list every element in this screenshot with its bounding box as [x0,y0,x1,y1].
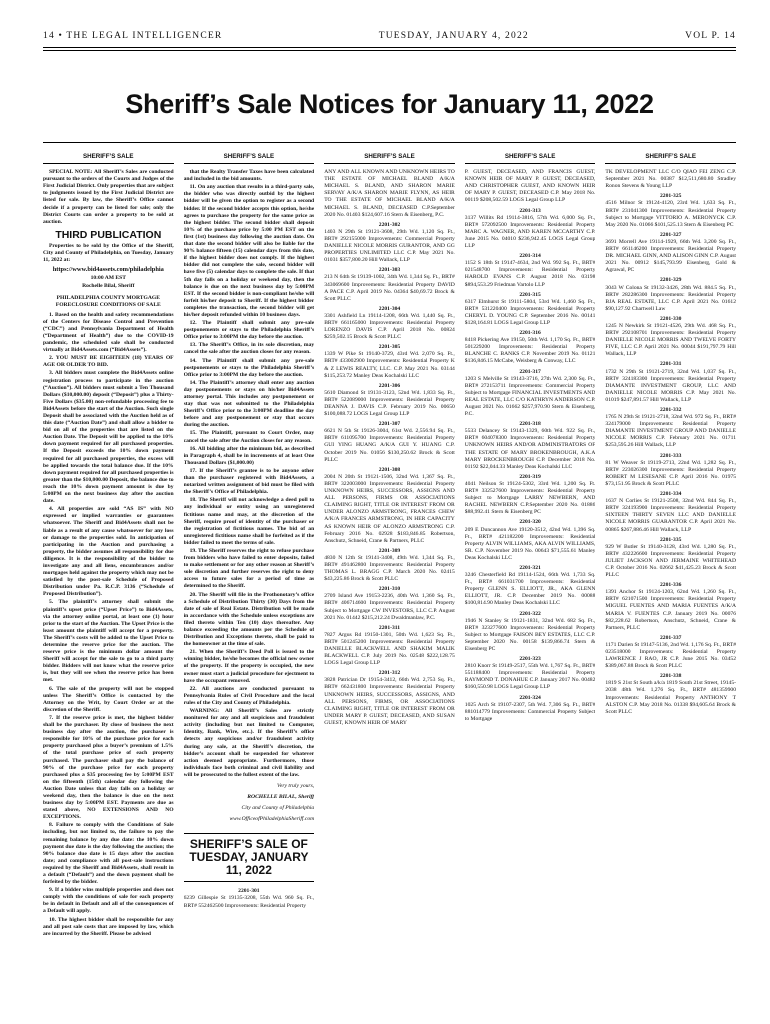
signoff-sheriff: ROCHELLE BILAL, Sheriff [247,794,315,801]
sale-number: 2201-310 [378,586,401,593]
property-listing: 3137 Willits Rd 19114-3816, 57th Wd. 6,000 Sq. Ft., BRT# 572092500 Improvements: Residential Property MARC A. WAGNER, AND KAREN MCCARTHY C.P. June 2015 No. 04010 $236,942.45 LOGS Legal Group LLP [464,214,596,250]
property-listing: 1339 W Pike St 19140-3729, 43rd Wd. 2,070 Sq. Ft., BRT# 433002900 Improvements: Residential Property K & Z LEWIS REALTY, LLC. C.P. May 2021 No. 03144 $115,253.72 Manley Deas Kochalski LLC [324,351,455,379]
sale-number: 2201-321 [519,564,541,571]
column-heading: SHERIFF’S SALE [43,153,174,164]
sale-number: 2201-327 [659,231,682,238]
sale-number: 2201-325 [659,193,682,200]
sale-number: 2201-313 [519,207,541,214]
sale-number: 2201-336 [659,582,682,589]
property-listing: 1765 N 29th St 19121-2718, 32nd Wd. 972 Sq. Ft., BRT# 324179000 Improvements: Residential Property DIAMANTE INVESTMENT GROUP AND DANIELLE NICOLE MORRIS C.P. February 2021 No. 01711 $253,595.26 Hill Wallack, LLP [605,414,736,449]
newspaper-page [43,28,736,988]
condition-paragraph: 14. The Plaintiff shall submit any pre-sale postponements or stays to the Philadelphia Sheriff’s Office prior to 3:00PM the day before the auction. [183,357,315,378]
sale-number: 2201-312 [378,670,401,677]
sale-number: 2201-303 [378,267,401,274]
column-heading: SHERIFF’S SALE [605,153,736,164]
condition-paragraph: 3. All bidders must complete the Bid4Assets online registration process to participate in the auction (“Auction”). All bidders must submit a Ten Thousand Dollars ($10,000.00) deposit (“Deposit”) plus a Thirty-Five Dollars ($35.00) non-refundable processing fee to Bid4Assets before the start of the Auction. Such single Deposit shall be associated with the Auction held as of this date (“Auction Date”) and shall allow a bidder to bid on all of the properties that are listed on the Auction Date. The Deposit will be applied to the 10% down payment required for all purchased properties. If the Deposit exceeds the 10% down payment required for all purchased properties, the excess will be applied towards the total balance due. If the 10% down payment required for all purchased properties is greater than the $10,000.00 Deposit, the balance due to reach the 10% down payment amount is due by 5:00PM on the next business day after the auction date. [43,370,174,505]
condition-paragraph: 17. If the Sheriff’s grantee is to be anyone other than the purchaser registered with Bid4Assets, a notarized written assignment of bid must be filed with the Sheriff’s Office of Philadelphia. [183,467,315,496]
property-listings [324,169,455,727]
sale-number: 2201-317 [519,368,541,375]
property-listing: TK DEVELOPMENT LLC C/O QIAO FEI ZENG C.P. September 2021 No. 00387 $12,511,680.80 Stradley Ronon Stevens & Young LLP [605,169,736,190]
property-listing: P. GUEST, DECEASED, AND FRANCIS GUEST, KNOWN HEIR OF MARY P. GUEST, DECEASED, AND CHRISTOPHER GUEST, AND KNOWN HEIR OF MARY P. GUEST, DECEASED C.P. May 2018 No. 00119 $208,502.59 LOGS Legal Group LLP [464,169,596,204]
sale-number: 2201-314 [519,253,541,260]
sale-number: 2201-307 [378,421,401,428]
sale-number: 2201-311 [378,624,401,631]
signoff-website: www.OfficeofPhiladelphiaSheriff.com [229,816,315,823]
property-listing: 209 E Duncannon Ave 19120-3512, 42nd Wd. 1,396 Sq. Ft., BRT# 421182200 Improvements: Residential Property ALVIN WILLIAMS, AKA ALVIN WILLIAMS, SR. C.P. November 2019 No. 00643 $71,555.61 Manley Deas Kochalski LLC [464,526,596,561]
issue-date: TUESDAY, JANUARY 4, 2022 [378,31,529,41]
property-listing: 1637 N Corlies St 19121-2508, 32nd Wd. 844 Sq. Ft., BRT# 324193900 Improvements: Residential Property SIXTEEN THIRTY SEVEN LLC AND DANIELLE NICOLE MORRIS GUARANTOR C.P. April 2021 No. 00865 $267,886.46 Hill Wallack, LLP [605,498,736,533]
condition-paragraph: 5. The plaintiff’s attorney shall submit the plaintiff’s upset price (“Upset Price”) to Bid4Assets, via the attorney online portal, at least one (1) hour prior to the start of the Auction. The Upset Price is the least amount the plaintiff will accept for a property. The Sheriff’s costs will be added to the Upset Price to determine the reserve price for the auction. The reserve price is the minimum dollar amount the Sheriff will accept for the sale to go to a third party bidder. Bidders will not know what the reserve price is, but they will see when the reserve price has been met. [43,599,174,684]
condition-paragraph: 19. The Sheriff reserves the right to refuse purchase from bidders who have failed to enter deposits, failed to make settlement or for any other reason at Sheriff’s sole discretion and further reserves the right to deny access to future sales for a period of time as determined to the Sheriff. [183,547,315,590]
conditions-list [43,312,174,938]
property-listing: 213 N 64th St 19139-1002, 34th Wd. 1,344 Sq. Ft., BRT# 343069600 Improvements: Residential Property DAVID A PACE C.P. April 2019 No. 04364 $40,69.72 Brock & Scott PLLC [324,274,455,302]
sale-number: 2201-320 [519,519,541,526]
property-listing: 1171 Darien St 19147-5136, 2nd Wd. 1,176 Sq. Ft., BRT# 023518000 Improvements: Residential Property LAWRENCE J RAO, JR C.P. June 2015 No. 03452 $389,067.88 Brock & Scott PLLC [605,641,736,670]
column-3 [324,153,455,988]
sale-number: 2201-333 [659,452,682,459]
condition-paragraph: WARNING: All Sheriff’s Sales are strictly monitored for any and all suspicious and fraudulent activity (including but not limited to Computer, Identity, Bank, Wire, etc.). If the Sheriff’s office detects any suspicious and/or fraudulent activity during any sale, at the Sheriff’s discretion, the bidder’s account shall be suspended for whatever action deemed appropriate. Furthermore, those individuals face both criminal and civil liability and will be prosecuted to the fullest extent of the law. [183,708,315,778]
auction-url: https://www.bid4assets.com/philadelphia [52,266,164,274]
condition-paragraph: 20. The Sheriff will file in the Prothonotary’s office a Schedule of Distribution Thirty (30) Days from the date of sale of Real Estate. Distribution will be made in accordance with the Schedule unless exceptions are filed thereto within Ten (10) days thereafter. Any balance exceeding the amounts per the Schedule of Distribution and Exceptions thereto, shall be paid to the homeowner at the time of sale. [183,591,315,648]
sale-number: 2201-301 [238,888,260,895]
volume-page: VOL P. 14 [685,31,736,41]
property-listing: 3828 Patrician Dr 19154-3412, 66th Wd. 2,753 Sq. Ft., BRT# 662431800 Improvements: Residential Property UNKNOWN HEIRS, SUCCESSORS, ASSIGNS, AND ALL PERSONS, FIRMS, OR ASSOCIATIONS CLAIMING RIGHT, TITLE OR INTEREST FROM OR UNDER MARY P. GUEST, DECEASED, AND SUSAN GUEST, KNOWN HEIR OF MARY [324,677,455,726]
property-listing: 1025 Arch St 19107-2307, 5th Wd. 7,306 Sq. Ft., BRT# 881014779 Improvements: Commercial Property Subject to Mortgage [464,701,596,722]
conditions-heading: PHILADELPHIA COUNTY MORTGAGE FORECLOSURE CONDITIONS OF SALE [55,294,161,308]
condition-paragraph: 16. All bidding after the minimum bid, as described in Paragraph 4, shall be in increments of at least One Thousand Dollars ($1,000.00) [183,445,315,466]
special-note: SPECIAL NOTE: All Sheriff’s Sales are conducted pursuant to the orders of the Courts and Judges of the First Judicial District. Only properties that are subject to judgments issued by the First Judicial District are listed for sale. By law, the Sheriff’s Office cannot decide if a property can be listed for sale; only the District Courts can order a property to be sold at auction. [43,169,174,225]
condition-paragraph: 22. All auctions are conducted pursuant to Pennsylvania Rules of Civil Procedure and the local rules of the City and County of Philadelphia. [183,685,315,706]
sale-number: 2201-316 [519,330,541,337]
sale-number: 2201-318 [519,421,541,428]
property-listing: 3691 Morrell Ave 19114-1929, 66th Wd. 3,200 Sq. Ft., BRT# 661146200 Improvements: Residential Property DR. MICHAEL GINN, AND ALISON GINN C.P. August 2021 No. 00912 $145,793.99 Eisenberg, Gold & Agrawal, PC [605,238,736,274]
sale-number: 2201-337 [659,634,682,641]
sale-number: 2201-331 [659,361,682,368]
title-rule [43,142,736,143]
property-listing: 1152 S 18th St 19147-4634, 2nd Wd. 992 Sq. Ft., BRT# 021548700 Improvements: Residential Property HAROLD EVANS C.P. August 2018 No. 03198 $894,553.29 Friedman Vartolo LLP [464,260,596,288]
sale-number: 2201-338 [659,673,682,680]
property-listing: 6317 Elmhurst St 19111-5804, 53rd Wd. 1,460 Sq. Ft., BRT# 531220400 Improvements: Residential Property CHERYL D. YOUNG C.P. September 2016 No. 00141 $128,164.81 LOGS Legal Group LLP [464,298,596,326]
condition-paragraph: 9. If a bidder wins multiple properties and does not comply with the conditions of sale for each property be in default in Default and all of the consequences of a Default will apply. [43,887,174,915]
sale-number: 2201-302 [378,221,401,228]
auction-time: 10:00 AM EST [90,275,127,282]
header-rule-thin [43,50,736,51]
condition-paragraph: 13. The Sheriff’s Office, in its sole discretion, may cancel the sale after the auction closes for any reason. [183,342,315,356]
sale-date-heading: SHERIFF’S SALE OF TUESDAY, JANUARY 11, 2022 [184,833,315,882]
condition-paragraph: 8. Failure to comply with the Conditions of Sale including, but not limited to, the failure to pay the remaining balance by any due date: the 10% down payment due date is the day following the auction; the 90% balance due date is 15 days after the auction date; and compliance with all post-sale instructions required by the Sheriff and Bid4Assets, shall result in a default (“Default”) and the down payment shall be forfeited by the bidder. [43,822,174,886]
property-listings [184,888,315,909]
sale-number: 2201-309 [378,547,401,554]
condition-paragraph: 15. The Plaintiff, pursuant to Court Order, may cancel the sale after the Auction closes for any reason. [183,430,315,444]
property-listing: 3043 W Colona St 19132-3426, 28th Wd. 884.5 Sq. Ft., BRT# 282286300 Improvements: Residential Property BJA REAL ESTATE, LLC C.P. April 2021 No. 01612 $90,127.92 Chartwell Law [605,284,736,312]
property-listing: 6621 N 5th St 19126-3004, 61st Wd. 2,556.94 Sq. Ft., BRT# 611095700 Improvements: Residential Property GUI YING HUANG A/K/A GUI Y. HUANG C.P. October 2019 No. 01056 $130,250.62 Brock & Scott PLLC [324,428,455,463]
condition-paragraph: 18. The Sheriff will not acknowledge a deed poll to any individual or entity using an unregistered fictitious name and may, at the discretion of the Sheriff, require proof of identity of the purchaser or the registration of fictitious names. The bid of an unregistered fictitious name shall be forfeited as if the bidder failed to meet the terms of sale. [183,497,315,546]
sale-number: 2201-319 [519,473,541,480]
condition-paragraph: 12. The Plaintiff shall submit any pre-sale postponements or stays to the Philadelphia Sheriff’s Office prior to 3:00PM the day before the auction. [183,320,315,341]
sale-number: 2201-323 [519,656,541,663]
property-listing: 1819 S 21st St South a/k/a 1819 South 21st Street, 19145-2038 48th Wd. 1,276 Sq. Ft., BRT# 481359900 Improvements: Residential Property ANTHONY T ALSTON C.P. May 2018 No. 01338 $94,605.64 Brock & Scott PLLC [605,680,736,715]
column-heading: SHERIFF’S SALE [465,153,596,164]
sale-number: 2201-304 [378,305,401,312]
sale-number: 2201-332 [659,407,682,413]
sheriff-name: Rochelle Bilal, Sheriff [82,283,135,290]
sale-number: 2201-330 [659,315,682,322]
column-4 [465,153,596,988]
condition-paragraph: 1. Based on the health and safety recommendations of the Centers for Disease Control and Prevention (“CDC”) and Pennsylvania Department of Health (“Department of Health”) due to the COVID-19 pandemic, the scheduled sale shall be conducted virtually at Bid4Assets.com (“Bid4Assets”). [43,311,174,354]
publication-name: 14 • THE LEGAL INTELLIGENCER [43,31,223,41]
sale-number: 2201-308 [378,466,401,473]
sale-number: 2201-305 [378,344,401,351]
notice-columns [43,153,736,988]
sale-number: 2201-315 [519,291,541,298]
conditions-list-continued [184,169,315,779]
page-title: Sheriff’s Sale Notices for January 11, 2022 [125,89,654,119]
property-listing: 7827 Argus Rd 19150-1301, 50th Wd. 1,623 Sq. Ft., BRT# 501245200 Improvements: Residential Property DANIELLE BLACKWELL AND SHAKIM MALIK BLACKWELL C.P. July 2019 No. 02548 $222,128.75 LOGS Legal Group LLP [324,631,455,667]
condition-paragraph: 7. If the reserve price is met, the highest bidder shall be the purchaser. By close of business the next business day after the auction, the purchaser is responsible for 10% of the purchase price for each property purchased plus a buyer’s premium of 1.5% of the total purchase price of each property purchased. The purchaser shall pay the balance of 90% of the purchase price for each property purchased plus a $35 processing fee by 5:00PM EST on the fifteenth (15th) calendar day following the Auction Date unless that day falls on a holiday or weekend day, then the balance is due on the next business day by 5:00PM EST. Payments are due as stated above, NO EXTENSIONS AND NO EXCEPTIONS. [43,714,174,821]
property-listing: 1946 N Stanley St 19121-1831, 32nd Wd. 682 Sq. Ft., BRT# 323277600 Improvements: Residential Property Subject to Mortgage FAISON BEY ESTATES, LLC C.P. September 2020 No. 00158 $139,866.74 Stern & Eisenberg PC [464,617,596,652]
publication-text: Properties to be sold by the Office of the Sheriff, City and County of Philadelphia, on Tuesday, January 11, 2022 at: [43,242,174,264]
condition-paragraph: 10. The highest bidder shall be responsible for any and all post sale costs that are imposed by law, which are incurred by the Sheriff. Please be advised [43,916,174,937]
property-listings [465,169,596,723]
property-listing: 4516 Milnor St 19124-4120, 23rd Wd. 1,633 Sq. Ft., BRT# 231041300 Improvements: Residential Property Subject to Mortgage VITTORIO A. MERONYCK C.P. May 2020 No. 01066 $101,525.13 Stern & Eisenberg PC [605,200,736,228]
condition-paragraph: 11. On any auction that results in a third-party sale, the bidder who was directly outbid by the highest bidder will be given the option to register as a second bidder. If the second bidder accepts this option, he/she agrees to purchase the property for the same price as the highest bidder. The second bidder shall deposit 10% of the purchase price by 5:00 PM EST on the first (1st) business day following the auction date. On that date the second bidder will also be liable for the 90% balance fifteen (15) calendar days from this date, if the highest bidder does not comply. If the highest bidder did not complete the sale, second bidder will have five (5) calendar days to complete the sale. If that 5th day falls on a holiday or weekend day, then the balance is due on the next business day by 5:00PM EST. If the second bidder is non-compliant he/she will forfeit his/her deposit to Sheriff. If the highest bidder completes the transaction, the second bidder will get his/her deposit refunded within 10 business days. [183,184,315,318]
column-heading: SHERIFF’S SALE [324,153,455,164]
property-listing: 6239 Gillespie St 19135-3208, 55th Wd. 960 Sq. Ft., BRT# 552462500 Improvements: Residential Property [183,895,315,909]
property-listing: 5610 Diamond St 19131-3123, 52nd Wd. 1,833 Sq. Ft., BRT# 522089000 Improvements: Residential Property DEANNA J. DAVIS C.P. February 2019 No. 00650 $100,088.72 LOGS Legal Group LLP [324,389,455,418]
property-listing: 3246 Chesterfield Rd 19114-1524, 66th Wd. 1,733 Sq. Ft., BRT# 661031700 Improvements: Residential Property GLENN S. ELLIOTT, JR., AKA GLENN ELLIOTT, JR. C.P. December 2019 No. 00088 $100,814.90 Manley Deas Kochalski LLC [464,572,596,607]
property-listing: 81 W Weaver St 19119-2713, 22nd Wd. 1,282 Sq. Ft., BRT# 223026300 Improvements: Residential Property ROBERT M LESESANE C.P. April 2016 No. 01975 $73,151.95 Brock & Scott PLLC [605,459,736,487]
sale-number: 2201-329 [659,277,682,284]
condition-paragraph: 6. The sale of the property will not be stopped unless The Sheriff’s Office is contacted by the Attorney on the Writ, by Court Order or at the discretion of the Sheriff. [43,685,174,713]
signoff-city: City and County of Philadelphia [241,805,315,812]
condition-paragraph: 14. The Plaintiff’s attorney shall enter any auction day postponements or stays on his/her Bid4Assets attorney portal. This includes any postponement or stay that was not submitted to the Philadelphia Sheriff’s Office prior to the 3:00PM deadline the day before and any postponement or stay that occurs during the auction. [183,379,315,429]
property-listing: 3301 Ashfield Ln 19114-1208, 66th Wd. 1,440 Sq. Ft., BRT# 661165000 Improvements: Residential Property LORENZO DAVIS C.P. April 2018 No. 00824 $259,502.15 Brock & Scott PLLC [324,312,455,341]
condition-paragraph: 21. When the Sheriff’s Deed Poll is issued to the winning bidder, he/she becomes the official new owner of the property. If the property is occupied, the new owner must start a judicial procedure for ejectment to have the occupant removed. [183,649,315,684]
header-rule [43,47,736,48]
condition-paragraph: that the Realty Transfer Taxes have been calculated and included in the bid amounts. [183,169,315,183]
property-listing: 4830 N 12th St 19141-3408, 49th Wd. 1,344 Sq. Ft., BRT# 491462800 Improvements: Residential Property THOMAS L. BRAGG C.P. March 2020 No. 02415 $43,225.86 Brock & Scott PLLC [324,554,455,583]
column-heading: SHERIFF’S SALE [184,153,315,164]
condition-paragraph: 2. YOU MUST BE EIGHTEEN (18) YEARS OF AGE OR OLDER TO BID. [43,355,174,369]
page-header [43,28,736,44]
publication-heading: THIRD PUBLICATION [55,228,162,241]
condition-paragraph: 4. All properties are sold “AS IS” with NO expressed or implied warranties or guarantees whatsoever. The Sheriff and Bid4Assets shall not be liable as a result of any cause whatsoever for any loss or damage to the properties sold. In anticipation of participating in the Auction and purchasing a property, the bidder assumes all responsibility for due diligence. It is the responsibility of the bidder to investigate any and all liens, encumbrances and/or mortgages held against the property which may not be satisfied by the post-sale Schedule of Proposed Distribution under Pa. R.C.P. 3136 (“Schedule of Proposed Distribution”). [43,506,174,598]
sale-number: 2201-334 [659,491,682,498]
signoff-line: Very truly yours, [277,782,315,789]
property-listing: 1403 N 29th St 19121-3608, 29th Wd. 1,120 Sq. Ft., BRT# 292155000 Improvements: Commercial Property DANIELLE NICOLE MORRIS GURANTOR, AND GG PROPERTIES UNLIMITED LLC C.P. May 2021 No. 01031 $357,800.20 Hill Wallack, LLP [324,228,455,264]
property-listing: 1245 N Newkirk St 19121-4526, 29th Wd. 468 Sq. Ft., BRT# 292108701 Improvements: Residential Property DANIELLE NICOLE MORRIS AND TWELVE FORTY FIVE, LLC C.P. April 2021 No. 00044 $191,797.79 Hill Wallack, LLP [605,322,736,358]
property-listing: 4041 Neilson St 19124-5302, 33rd Wd. 1,200 Sq. Ft. BRT# 332527600 Improvements: Residential Property Subject to Mortgage LARRY NEWBERN, AND RACHEL NEWBERN C.P.September 2020 No. 01886 $88,992.41 Stern & Eisenberg PC [464,480,596,516]
column-1 [43,153,174,988]
property-listing: 2709 Island Ave 19153-2236, 40th Wd. 1,360 Sq. Ft., BRT# 406714600 Improvements: Residential Property Subject to Mortgage CW INVESTORS, LLC C.P. August 2021 No. 01442 $215,212.24 Dwaldmanlaw, P.C. [324,593,455,621]
property-listing: 2810 Knorr St 19149-2517, 55th Wd. 1,767 Sq. Ft., BRT# 551188400 Improvements: Residential Property RAYMOND T. DONAHUE C.P. January 2017 No. 00482 $160,550.98 LOGS Legal Group LLP [464,663,596,691]
property-listing: 5533 Delancey St 19143-1329, 60th Wd. 922 Sq. Ft., BRT# 604078300 Improvements: Residential Property UNKNOWN HEIRS AND/OR ADMINISTRATORS OF THE ESTATE OF MARY BROKENBROUGH, A.K.A MARY BROCKENBROUGH C.P. December 2018 No. 01192 $22,044.33 Manley Deas Kochalski LLC [464,428,596,470]
sale-number: 2201-322 [519,610,541,617]
sale-number: 2201-335 [659,536,682,543]
sale-number: 2201-324 [519,694,541,701]
property-listing: 929 W Butler St 19140-3128, 43rd Wd. 1,280 Sq. Ft., BRT# 432226600 Improvements: Residential Property JULIET JACKSON AND JERMAINE WHITEHEAD C.P. October 2016 No. 02662 $41,425.23 Brock & Scott PLLC [605,543,736,579]
property-listing: 2004 N 20th St 19121-1506, 32nd Wd. 1,367 Sq. Ft., BRT# 322003000 Improvements: Residential Property UNKNOWN HEIRS, SUCCESSORS, ASSIGNS AND ALL PERSONS, FIRMS OR ASSOCIATIONS CLAIMING RIGHT, TITLE OR INTEREST FROM OR UNDER ALONZO ARMSTRONG, FRANCES CHEW A/K/A FRANCES ARMSTRONG, IN HER CAPACITY AS KNOWN HEIR OF ALONZO ARMSTRONG C.P. February 2016 No. 02928 $183,846.85 Robertson, Anschutz, Schneid, Crane & Partners, PLLC [324,473,455,544]
property-listing: 1732 N 29th St 19121-2719, 32nd Wd. 1,037 Sq. Ft., BRT# 324183300 Improvements: Residential Property DIAMANTE INVESTMENT GROUP, LLC AND DANIELLE NICOLE MORRIS C.P. May 2021 No. 01019 $247,891.57 Hill Wallack, LLP [605,368,736,403]
property-listing: 1391 Anchor St 19124-1203, 62nd Wd. 1,260 Sq. Ft., BRT# 621071500 Improvements: Residential Property MIGUEL FUENTES AND MARIA FUENTES A/K/A MARIA V. FUENTES C.P. January 2019 No. 00076 $82,228.62 Robertson, Anschutz, Schneid, Crane & Partners, PLLC [605,589,736,631]
sale-number: 2201-306 [378,382,401,389]
column-2 [184,153,315,988]
property-listings [605,169,736,716]
property-listing: ANY AND ALL KNOWN AND UNKNOWN HEIRS TO THE ESTATE OF MICHAEL BLAND A/K/A MICHAEL S. BLAND, AND SHARON MARIE SERVAY A/K/A SHARON MARIE FLYNN, AS HEIR TO THE ESTATE OF MICHAEL BLAND A/K/A MICHAEL S. BLAND, DECEASED C.P.September 2020 No. 01403 $124,607.16 Stern & Eisenberg, P.C. [324,169,455,218]
property-listing: 8418 Pickering Ave 19150, 50th Wd. 1,170 Sq. Ft., BRT# 501229200 Improvements: Residential Property BLANCHE C. BANKS C.P. November 2019 No. 01121 $136,846.15 McCabe, Weisberg & Conway, LLC [464,337,596,365]
column-5 [605,153,736,988]
property-listing: 1203 S Melville St 19143-3716, 27th Wd. 2,300 Sq. Ft., BRT# 272153711 Improvements: Commercial Property Subject to Mortgage FINANCIAL INVESTMENTS AND REAL ESTATE, LLC C/O KATHRYN ANDERSON C.P. August 2021 No. 01662 $257,970.90 Stern & Eisenberg, P.C. [464,375,596,418]
